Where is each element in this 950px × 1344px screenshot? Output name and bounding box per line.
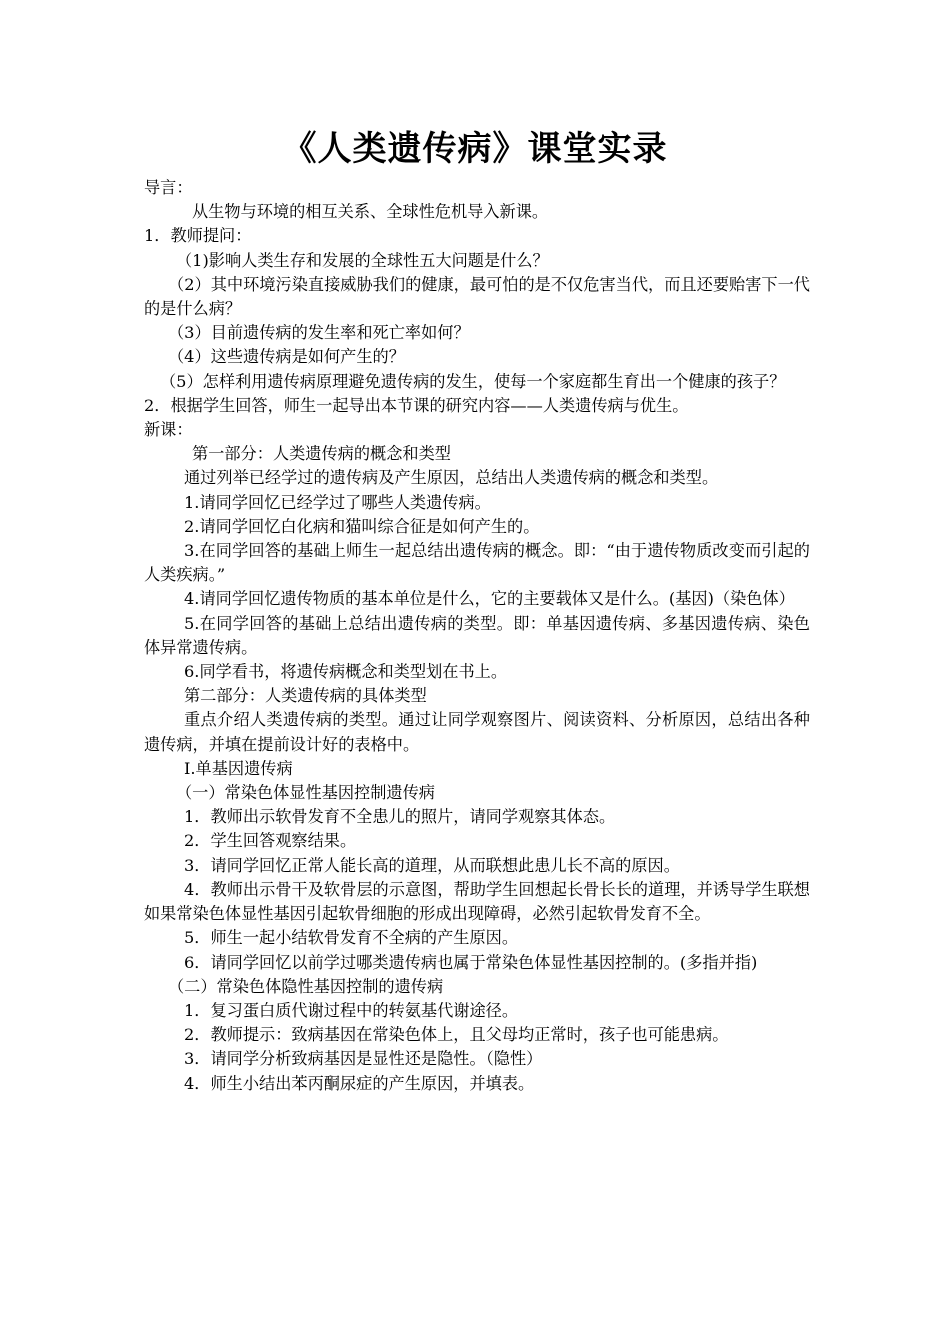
paragraph: 从生物与环境的相互关系、全球性危机导入新课。 [192,202,549,222]
paragraph: （二）常染色体隐性基因控制的遗传病 [168,976,444,996]
paragraph: 第一部分：人类遗传病的概念和类型 [192,444,451,464]
paragraph: 2．学生回答观察结果。 [184,831,357,851]
paragraph: 6.同学看书，将遗传病概念和类型划在书上。 [184,662,508,682]
paragraph: 第二部分：人类遗传病的具体类型 [184,686,427,706]
document-title: 《人类遗传病》课堂实录 [282,129,668,169]
paragraph: 导言： [144,178,193,197]
paragraph: 3．请同学分析致病基因是显性还是隐性。（隐性） [184,1049,543,1069]
paragraph: 通过列举已经学过的遗传病及产生原因，总结出人类遗传病的概念和类型。 [184,468,719,488]
paragraph: 重点介绍人类遗传病的类型。通过让同学观察图片、阅读资料、分析原因，总结出各种遗传病，并填在提前设计好的表格中。 [144,710,810,754]
paragraph: I.单基因遗传病 [184,758,293,778]
paragraph: 2．教师提示：致病基因在常染色体上，且父母均正常时，孩子也可能患病。 [184,1025,729,1045]
paragraph: 3.在同学回答的基础上师生一起总结出遗传病的概念。即：“由于遗传物质改变而引起的人类疾病。” [144,541,810,585]
paragraph: 3．请同学回忆正常人能长高的道理，从而联想此患儿长不高的原因。 [184,855,680,875]
paragraph: （2）其中环境污染直接威胁我们的健康，最可怕的是不仅危害当代，而且还要贻害下一代的是什么病？ [144,274,810,319]
paragraph: 1．复习蛋白质代谢过程中的转氨基代谢途径。 [184,1000,519,1020]
paragraph: （1)影响人类生存和发展的全球性五大问题是什么？ [176,250,549,270]
paragraph: 2.请同学回忆白化病和猫叫综合征是如何产生的。 [184,516,540,536]
paragraph: （一）常染色体显性基因控制遗传病 [176,783,435,803]
paragraph: 1．教师出示软骨发育不全患儿的照片，请同学观察其体态。 [184,807,616,827]
paragraph: 4．教师出示骨干及软骨层的示意图，帮助学生回想起长骨长长的道理，并诱导学生联想如果常染色体显性基因引起软骨细胞的形成出现障碍，必然引起软骨发育不全。 [144,879,810,924]
paragraph: 5．师生一起小结软骨发育不全病的产生原因。 [184,928,519,948]
paragraph: 4．师生小结出苯丙酮尿症的产生原因，并填表。 [184,1073,535,1093]
paragraph: 1.请同学回忆已经学过了哪些人类遗传病。 [184,492,491,512]
paragraph: 新课： [144,420,193,440]
paragraph: （5）怎样利用遗传病原理避免遗传病的发生，使每一个家庭都生育出一个健康的孩子？ [160,371,786,391]
paragraph: 4.请同学回忆遗传物质的基本单位是什么，它的主要载体又是什么。(基因)（染色体） [184,589,795,609]
paragraph: （4）这些遗传病是如何产生的？ [168,347,405,367]
paragraph: 5.在同学回答的基础上总结出遗传病的类型。即：单基因遗传病、多基因遗传病、染色体异常遗传病。 [144,613,810,657]
paragraph: 2．根据学生回答，师生一起导出本节课的研究内容——人类遗传病与优生。 [144,395,689,415]
paragraph: （3）目前遗传病的发生率和死亡率如何？ [168,323,470,343]
document-body [144,176,810,1096]
paragraph: 6．请同学回忆以前学过哪类遗传病也属于常染色体显性基因控制的。(多指并指) [184,952,758,972]
paragraph: 1．教师提问： [144,226,252,246]
